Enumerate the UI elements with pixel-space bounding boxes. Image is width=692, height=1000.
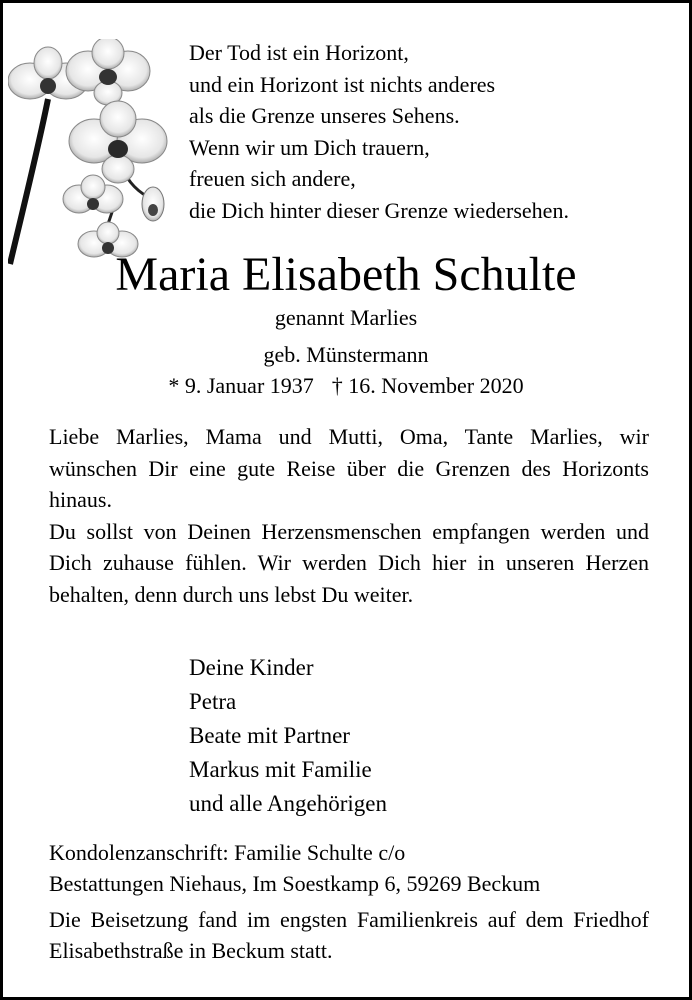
poem [189, 37, 569, 226]
contact-line: Kondolenzanschrift: Familie Schulte c/o [49, 840, 406, 865]
poem-line: freuen sich andere, [189, 166, 356, 191]
birth-date: * 9. Januar 1937 [168, 373, 314, 398]
condolence-address [49, 837, 540, 899]
deceased-birth-name: geb. Münstermann [263, 342, 429, 367]
poem-line: die Dich hinter dieser Grenze wiedersehen. [189, 197, 569, 223]
death-date: † 16. November 2020 [331, 373, 524, 398]
farewell-message [49, 421, 649, 610]
signers-list [189, 651, 387, 821]
poem-line: Der Tod ist ein Horizont, [189, 40, 409, 65]
message-paragraph: Du sollst von Deinen Herzensmenschen empfangen werden und Dich zuhause fühlen. Wir werden Dich hier in unseren Herzen behalten, denn durch uns lebst Du weiter. [49, 518, 649, 607]
signer: Beate mit Partner [189, 723, 350, 748]
poem-line: als die Grenze unseres Sehens. [189, 103, 460, 128]
poem-line: Wenn wir um Dich trauern, [189, 134, 430, 160]
life-dates [3, 371, 689, 401]
signer: Markus mit Familie [189, 757, 372, 782]
signer: Deine Kinder [189, 655, 314, 680]
deceased-name: Maria Elisabeth Schulte [115, 248, 577, 301]
signer: und alle Angehörigen [189, 791, 388, 816]
message-paragraph: Liebe Marlies, Mama und Mutti, Oma, Tante Marlies, wir wünschen Dir eine gute Reise über die Grenzen des Horizonts hinaus. [49, 424, 649, 512]
poem-line: und ein Horizont ist nichts anderes [189, 71, 496, 97]
orchid-icon [8, 39, 178, 269]
signer: Petra [189, 689, 237, 714]
deceased-nickname: genannt Marlies [274, 305, 418, 330]
contact-line: Bestattungen Niehaus, Im Soestkamp 6, 59269 Beckum [49, 871, 541, 896]
burial-note: Die Beisetzung fand im engsten Familienkreis auf dem Friedhof Elisabethstraße in Beckum statt. [49, 907, 649, 963]
